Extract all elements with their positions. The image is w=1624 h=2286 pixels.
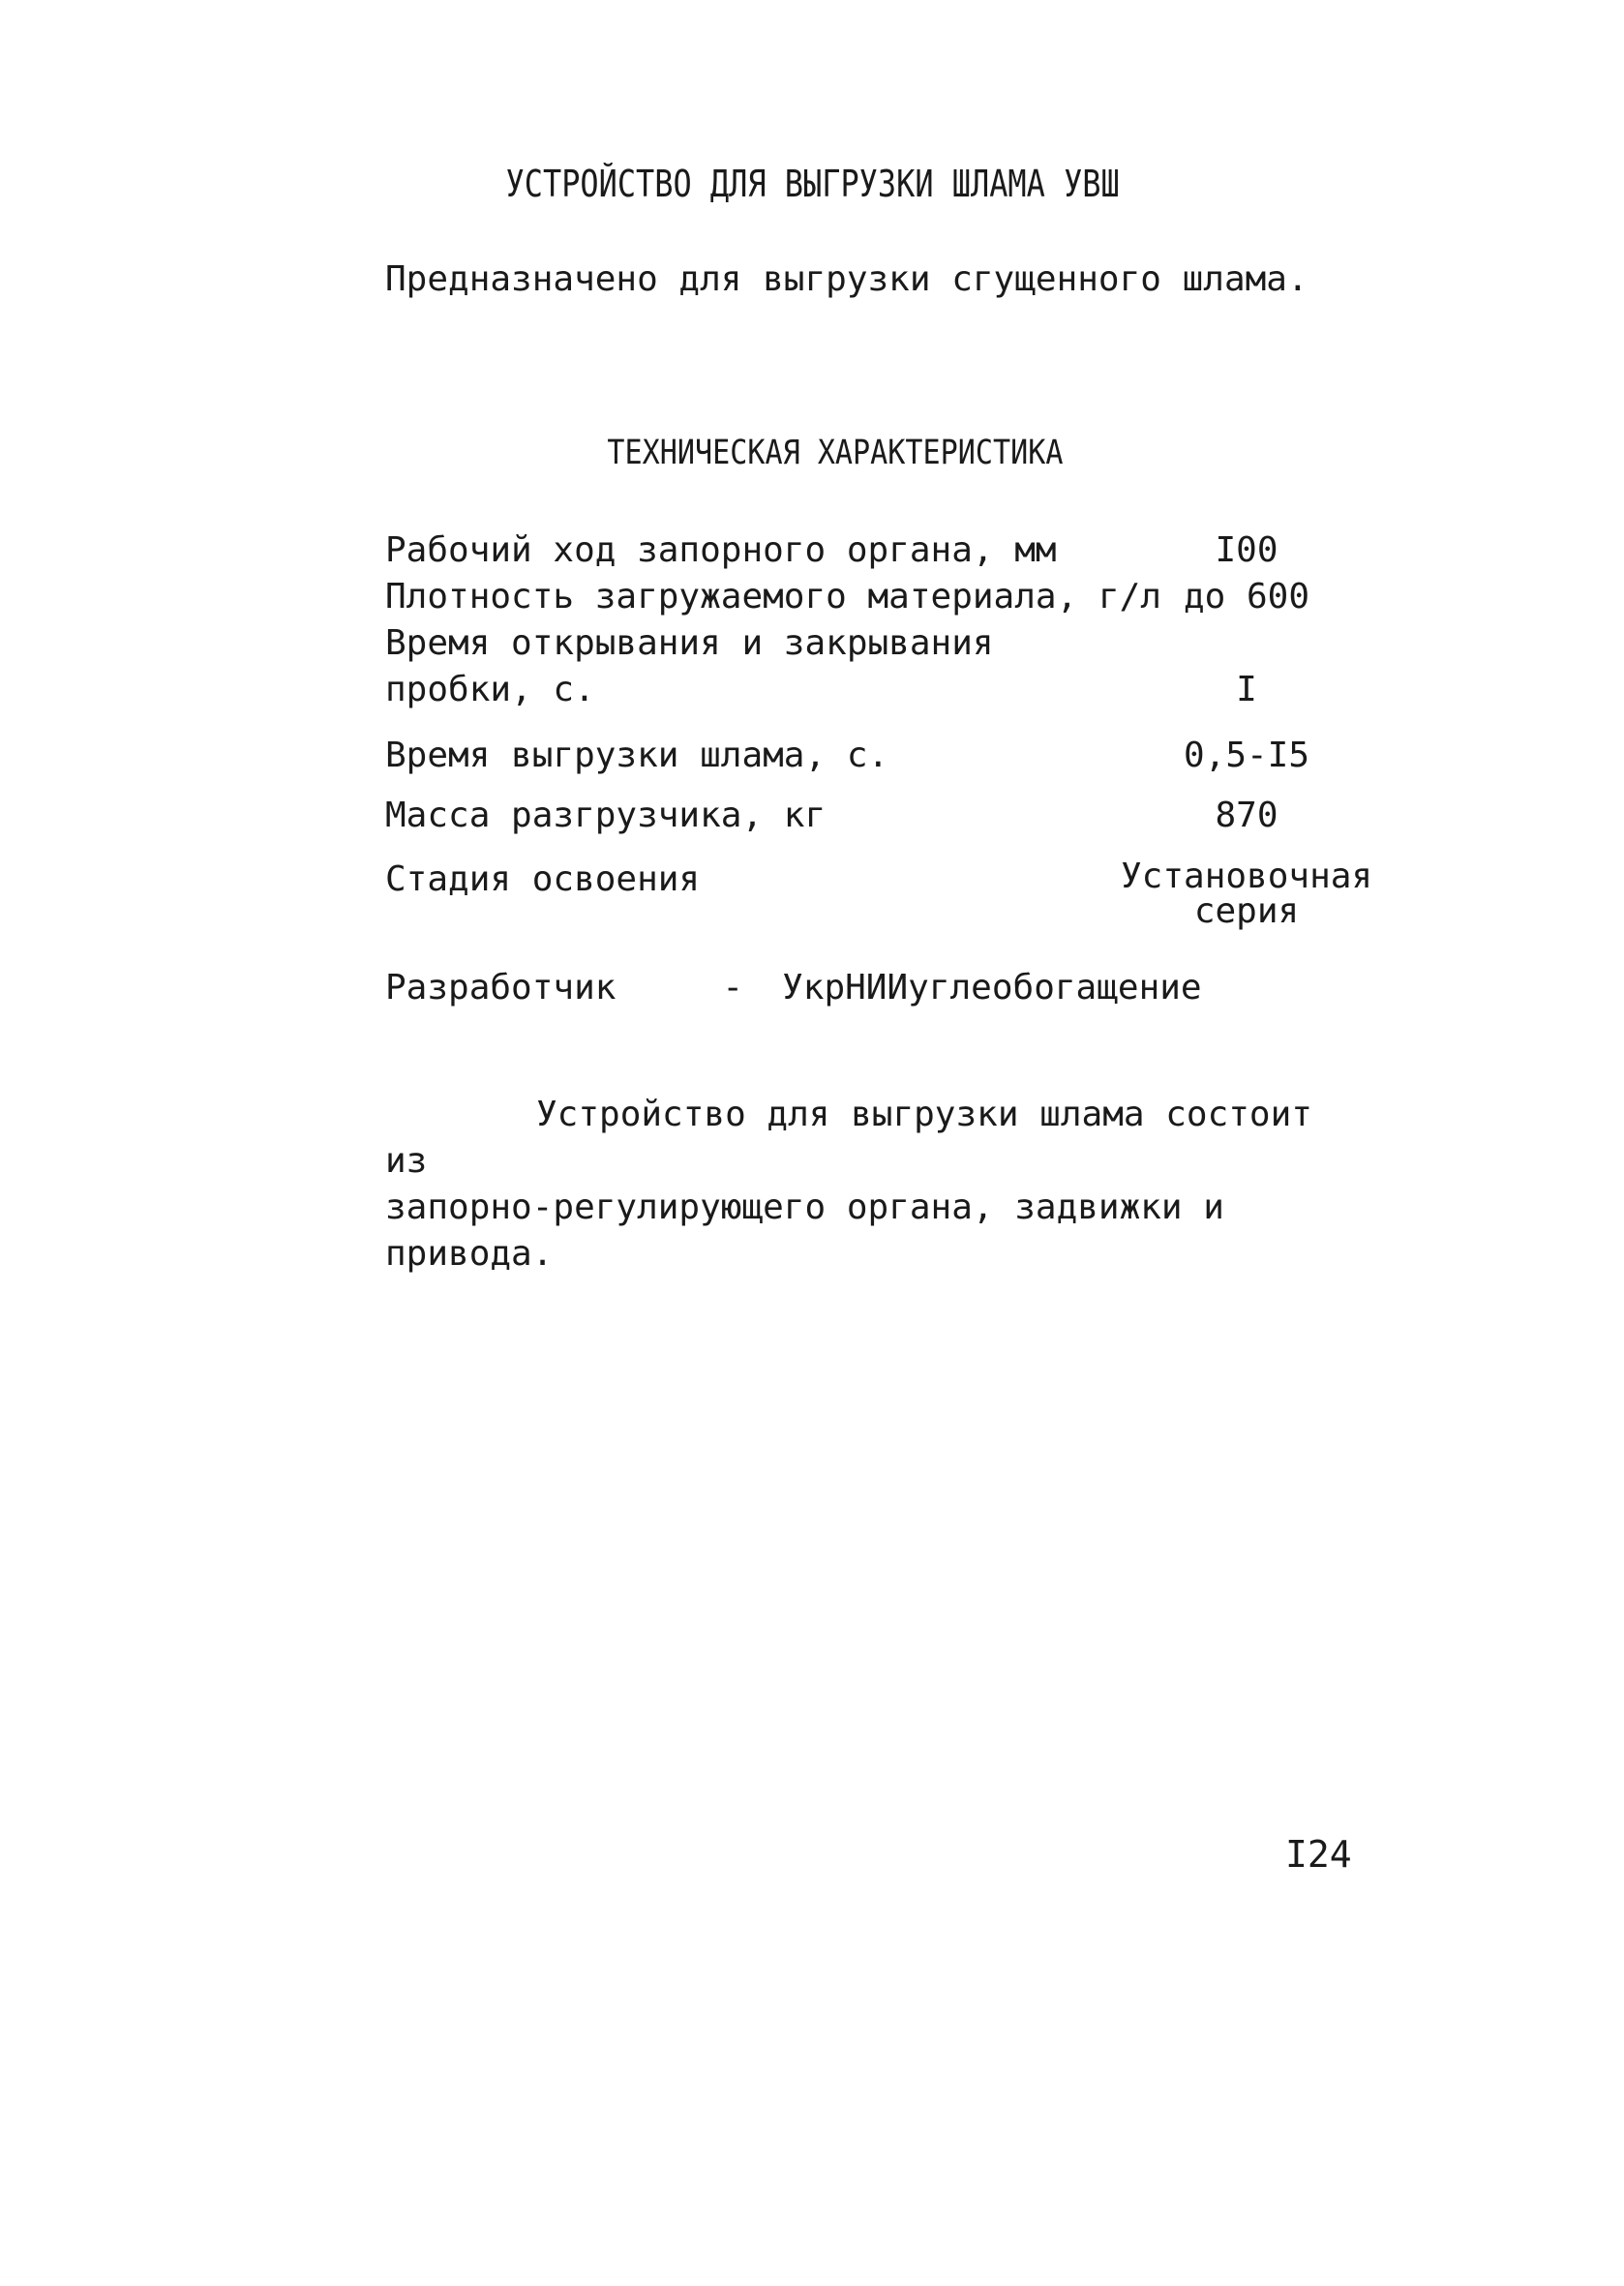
- spec-label: Стадия освоения: [385, 859, 701, 899]
- purpose-statement: Предназначено для выгрузки сгущенного шлама.: [385, 259, 1308, 299]
- description-paragraph: [385, 1092, 1353, 1278]
- page-number: I24: [1285, 1833, 1352, 1876]
- spec-label: Время открывания и закрывания: [385, 623, 994, 663]
- spec-value: [1121, 859, 1372, 929]
- spec-label: Плотность загружаемого материала, г/л: [385, 577, 1161, 617]
- spec-label: пробки, с.: [385, 670, 595, 709]
- spec-value: до 600: [1183, 577, 1310, 617]
- spec-value: 0,5-I5: [1183, 736, 1310, 775]
- spec-value: I: [1236, 670, 1257, 709]
- spec-label: Рабочий ход запорного органа, мм: [385, 530, 1057, 570]
- spec-value: 870: [1215, 796, 1278, 835]
- section-heading: ТЕХНИЧЕСКАЯ ХАРАКТЕРИСТИКА: [607, 434, 1064, 472]
- developer-label: Разработчик: [385, 968, 617, 1008]
- spec-value-line: серия: [1193, 891, 1300, 931]
- developer-line: [385, 968, 1202, 1008]
- document-title: УСТРОЙСТВО ДЛЯ ВЫГРУЗКИ ШЛАМА УВШ: [505, 163, 1120, 205]
- spec-value: I00: [1215, 530, 1278, 570]
- spec-value-line: Установочная: [1121, 857, 1373, 896]
- developer-dash: -: [722, 968, 744, 1008]
- description-line: Устройство для выгрузки шлама состоит из: [385, 1095, 1312, 1181]
- description-line: запорно-регулирующего органа, задвижки и привода.: [385, 1188, 1224, 1274]
- spec-label: Масса разгрузчика, кг: [385, 796, 827, 835]
- spec-label: Время выгрузки шлама, с.: [385, 736, 889, 775]
- developer-name: УкрНИИуглеобогащение: [782, 968, 1202, 1008]
